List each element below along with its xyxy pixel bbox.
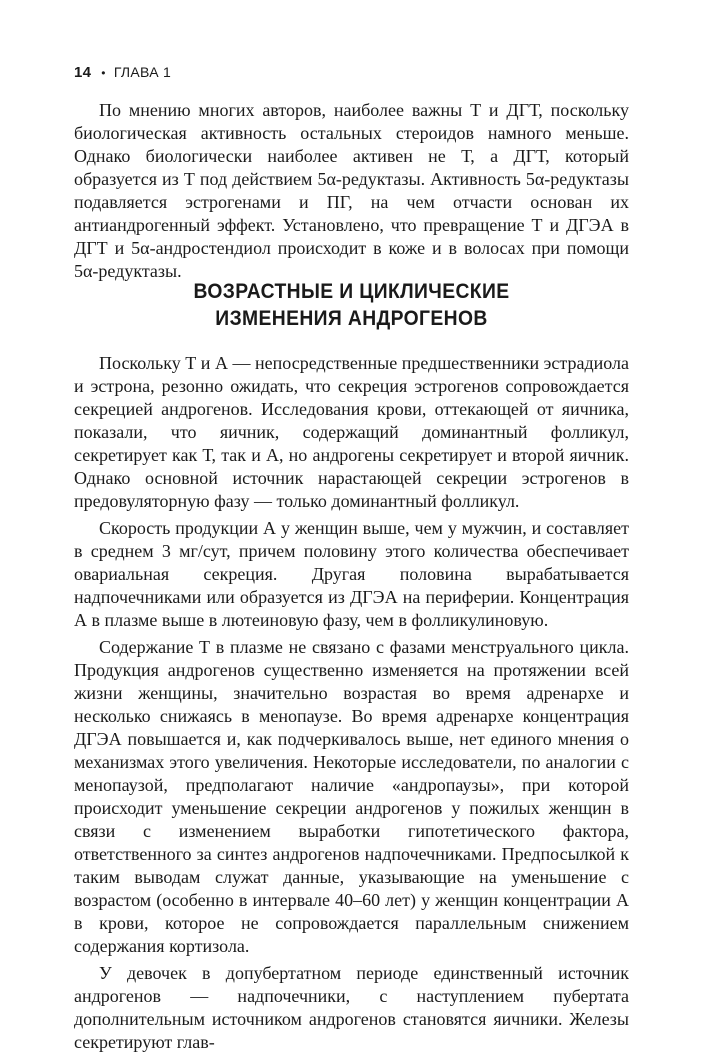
- chapter-label: ГЛАВА 1: [113, 64, 172, 80]
- paragraph-4: Содержание Т в плазме не связано с фазами менструального цикла. Продукция андрогенов существенно изменяется на протяжении всей жизни женщины, значительно возрастая во время адренархе и несколько снижаясь в менопаузе. Во время адренархе концентрация ДГЭА повышается и, как подчеркивалось выше, нет единого мнения о механизмах этого увеличения. Некоторые исследователи, по аналогии с менопаузой, предполагают наличие «андропаузы», при которой происходит уменьшение секреции андрогенов у пожилых женщин в связи с изменением выработки гипотетического фактора, ответственного за синтез андрогенов надпочечниками. Предпосылкой к таким выводам служат данные, указывающие на уменьшение с возрастом (особенно в интервале 40–60 лет) у женщин концентрации А в крови, которое не сопровождается параллельным снижением содержания кортизола.: [74, 637, 629, 956]
- section-heading: [96, 278, 607, 332]
- section-heading-line-2: ИЗМЕНЕНИЯ АНДРОГЕНОВ: [215, 307, 488, 330]
- paragraph-3: Скорость продукции А у женщин выше, чем у мужчин, и составляет в среднем 3 мг/сут, причем половину этого количества обеспечивает овариальная секреция. Другая половина вырабатывается надпочечниками или образуется из ДГЭА на периферии. Концентрация А в плазме выше в лютеиновую фазу, чем в фолликулиновую.: [74, 518, 629, 630]
- paragraph-5: У девочек в допубертатном периоде единственный источник андрогенов — надпочечники, с наступлением пубертата дополнительным источником андрогенов становятся яичники. Железы секретируют глав-: [74, 963, 629, 1052]
- intro-text-block: [74, 99, 629, 283]
- section-text-block: [74, 352, 629, 1054]
- section-heading-line-1: ВОЗРАСТНЫЕ И ЦИКЛИЧЕСКИЕ: [193, 280, 510, 303]
- running-header: [74, 64, 171, 81]
- bullet-separator: •: [101, 66, 106, 80]
- paragraph-1: По мнению многих авторов, наиболее важны Т и ДГТ, поскольку биологическая активность остальных стероидов намного меньше. Однако биологически наиболее активен не Т, а ДГТ, который образуется из Т под действием 5α-редуктазы. Активность 5α-редуктазы подавляется эстрогенами и ПГ, на чем отчасти основан их антиандрогенный эффект. Установлено, что превращение Т и ДГЭА в ДГТ и 5α-андростендиол происходит в коже и в волосах при помощи 5α-редуктазы.: [74, 100, 629, 281]
- page-number: 14: [74, 64, 92, 81]
- paragraph-2: Поскольку Т и А — непосредственные предшественники эстрадиола и эстрона, резонно ожидать, что секреция эстрогенов сопровождается секрецией андрогенов. Исследования крови, оттекающей от яичника, показали, что яичник, содержащий доминантный фолликул, секретирует как Т, так и А, но андрогены секретирует и второй яичник. Однако основной источник нарастающей секреции эстрогенов в предовуляторную фазу — только доминантный фолликул.: [74, 353, 629, 511]
